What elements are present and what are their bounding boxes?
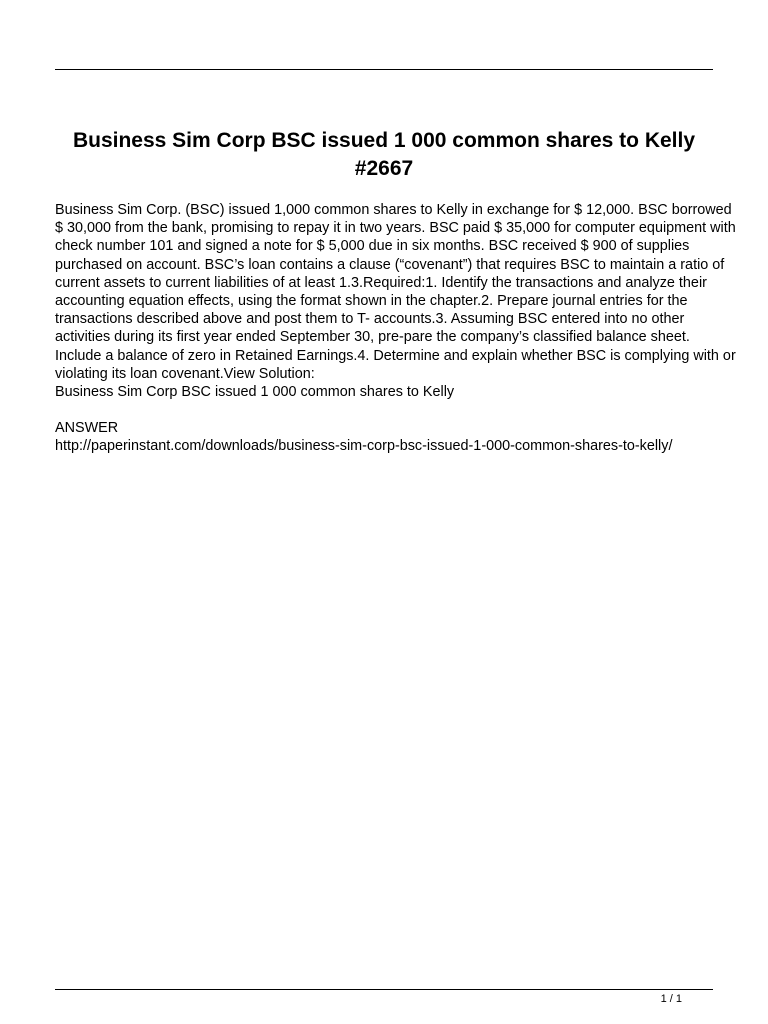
problem-text: Business Sim Corp. (BSC) issued 1,000 common shares to Kelly in exchange for $ 12,000. BSC borrowed $ 30,000 from the bank, promising to repay it in two years. BSC paid $ 35,000 for computer equipment with check number 101 and signed a note for $ 5,000 due in six months. BSC received $ 900 of supplies purchased on account. BSC’s loan contains a clause (“covenant”) that requires BSC to maintain a ratio of current assets to current liabilities of at least 1.3.Required:1. Identify the transactions and analyze their accounting equation effects, using the format shown in the chapter.2. Prepare journal entries for the transactions described above and post them to T- accounts.3. Assuming BSC entered into no other activities during its first year ended September 30, pre-pare the company’s classified balance sheet. Include a balance of zero in Retained Earnings.4. Determine and explain whether BSC is complying with or violating its loan covenant.View Solution: (55, 202, 736, 382)
page-number: 1 / 1 (660, 993, 682, 1005)
answer-link[interactable]: http://paperinstant.com/downloads/business-sim-corp-bsc-issued-1-000-common-shares-to-kelly/ (55, 438, 673, 455)
document-body (55, 201, 740, 456)
answer-label: ANSWER (55, 420, 119, 437)
paragraph-spacer (55, 401, 740, 419)
footer-rule (55, 989, 713, 990)
header-rule (55, 69, 713, 70)
repeat-title: Business Sim Corp BSC issued 1 000 common shares to Kelly (55, 384, 455, 401)
document-title: Business Sim Corp BSC issued 1 000 common shares to Kelly #2667 (72, 129, 696, 180)
